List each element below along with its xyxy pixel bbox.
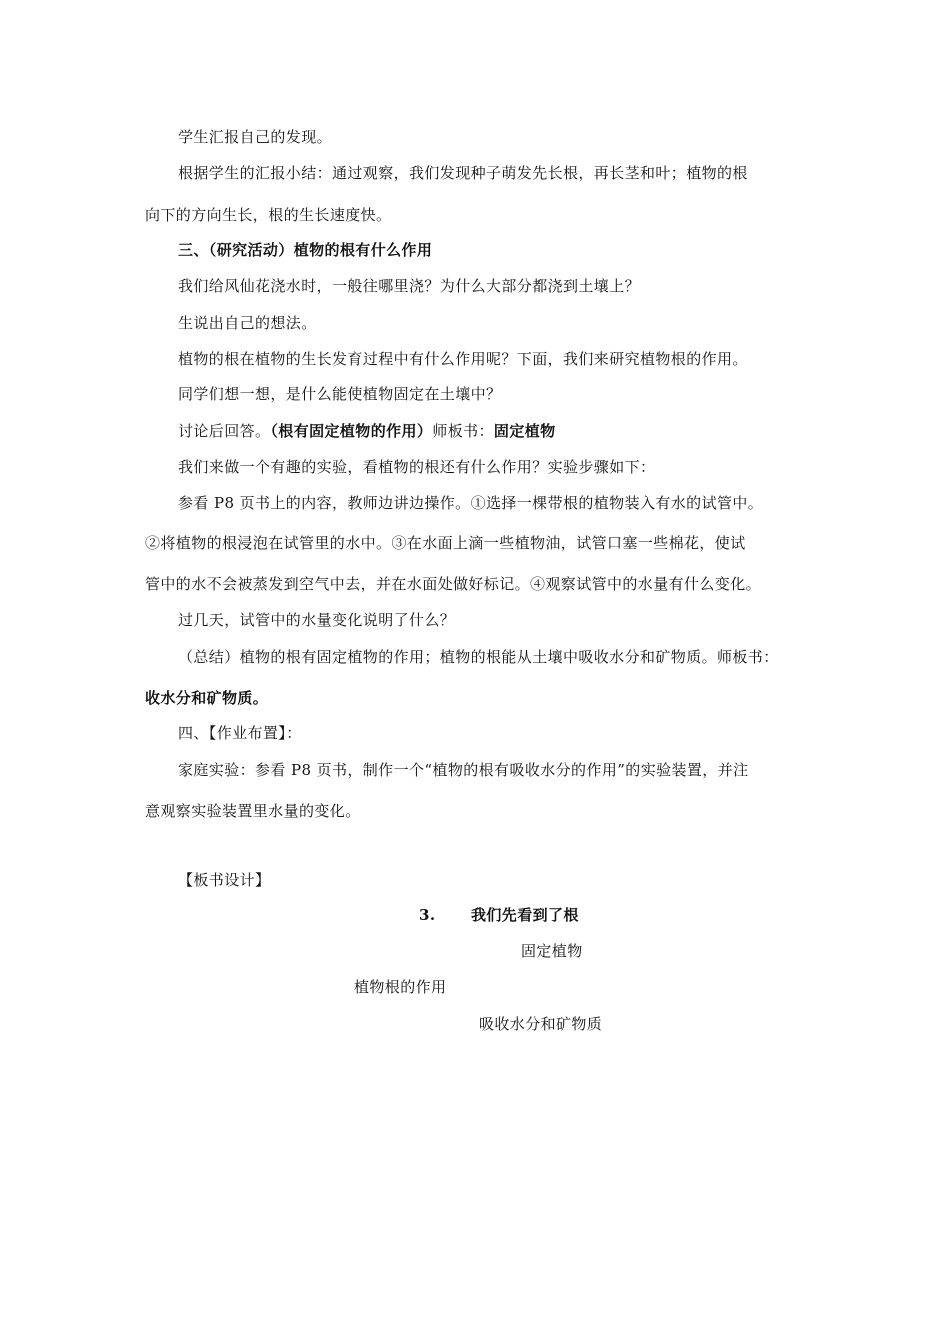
board-title: 我们先看到了根 xyxy=(471,906,579,924)
bold-text-run: （根有固定植物的作用） xyxy=(270,422,433,440)
paragraph-line: 家庭实验：参看 P8 页书，制作一个“植物的根有吸收水分的作用”的实验装置，并注 xyxy=(178,761,749,779)
paragraph-line: ②将植物的根浸泡在试管里的水中。③在水面上滴一些植物油，试管口塞一些棉花，使试 xyxy=(145,534,746,552)
bold-line: 收水分和矿物质。 xyxy=(145,689,269,707)
board-design-heading: 【板书设计】 xyxy=(178,871,271,889)
board-title-number: 3. xyxy=(419,906,436,924)
paragraph-line: 同学们想一想，是什么能使植物固定在土壤中？ xyxy=(178,385,502,403)
bold-text-run: 固定植物 xyxy=(493,422,556,440)
text-run: 讨论后回答。 xyxy=(178,422,271,440)
paragraph-line: （总结）植物的根有固定植物的作用；植物的根能从土壤中吸收水分和矿物质。师板书： xyxy=(178,648,779,666)
paragraph-line: 生说出自己的想法。 xyxy=(178,314,317,332)
paragraph-line: 我们给风仙花浇水时，一般往哪里浇？为什么大部分都浇到土壤上？ xyxy=(178,277,641,295)
section-heading: 四、【作业布置】： xyxy=(178,724,302,742)
board-item: 固定植物 xyxy=(521,942,583,960)
paragraph-line: 学生汇报自己的发现。 xyxy=(178,128,333,146)
board-center: 植物根的作用 xyxy=(354,978,447,996)
paragraph-line: 过几天，试管中的水量变化说明了什么？ xyxy=(178,611,456,629)
section-heading: 三、（研究活动）植物的根有什么作用 xyxy=(178,241,433,259)
paragraph-line: 参看 P8 页书上的内容，教师边讲边操作。①选择一棵带根的植物装入有水的试管中。 xyxy=(178,494,764,512)
paragraph-line: 意观察实验装置里水量的变化。 xyxy=(145,802,361,820)
paragraph-line: 向下的方向生长，根的生长速度快。 xyxy=(145,206,392,224)
text-run: 师板书： xyxy=(432,422,494,440)
board-item: 吸收水分和矿物质 xyxy=(479,1015,603,1033)
paragraph-line: 根据学生的汇报小结：通过观察，我们发现种子萌发先长根，再长茎和叶；植物的根 xyxy=(178,164,748,182)
paragraph-line: 我们来做一个有趣的实验，看植物的根还有什么作用？实验步骤如下： xyxy=(178,458,656,476)
paragraph-line: 植物的根在植物的生长发育过程中有什么作用呢？下面，我们来研究植物根的作用。 xyxy=(178,350,748,368)
paragraph-line: 管中的水不会被蒸发到空气中去，并在水面处做好标记。④观察试管中的水量有什么变化。 xyxy=(145,575,762,593)
paragraph-line-mixed xyxy=(178,421,556,441)
